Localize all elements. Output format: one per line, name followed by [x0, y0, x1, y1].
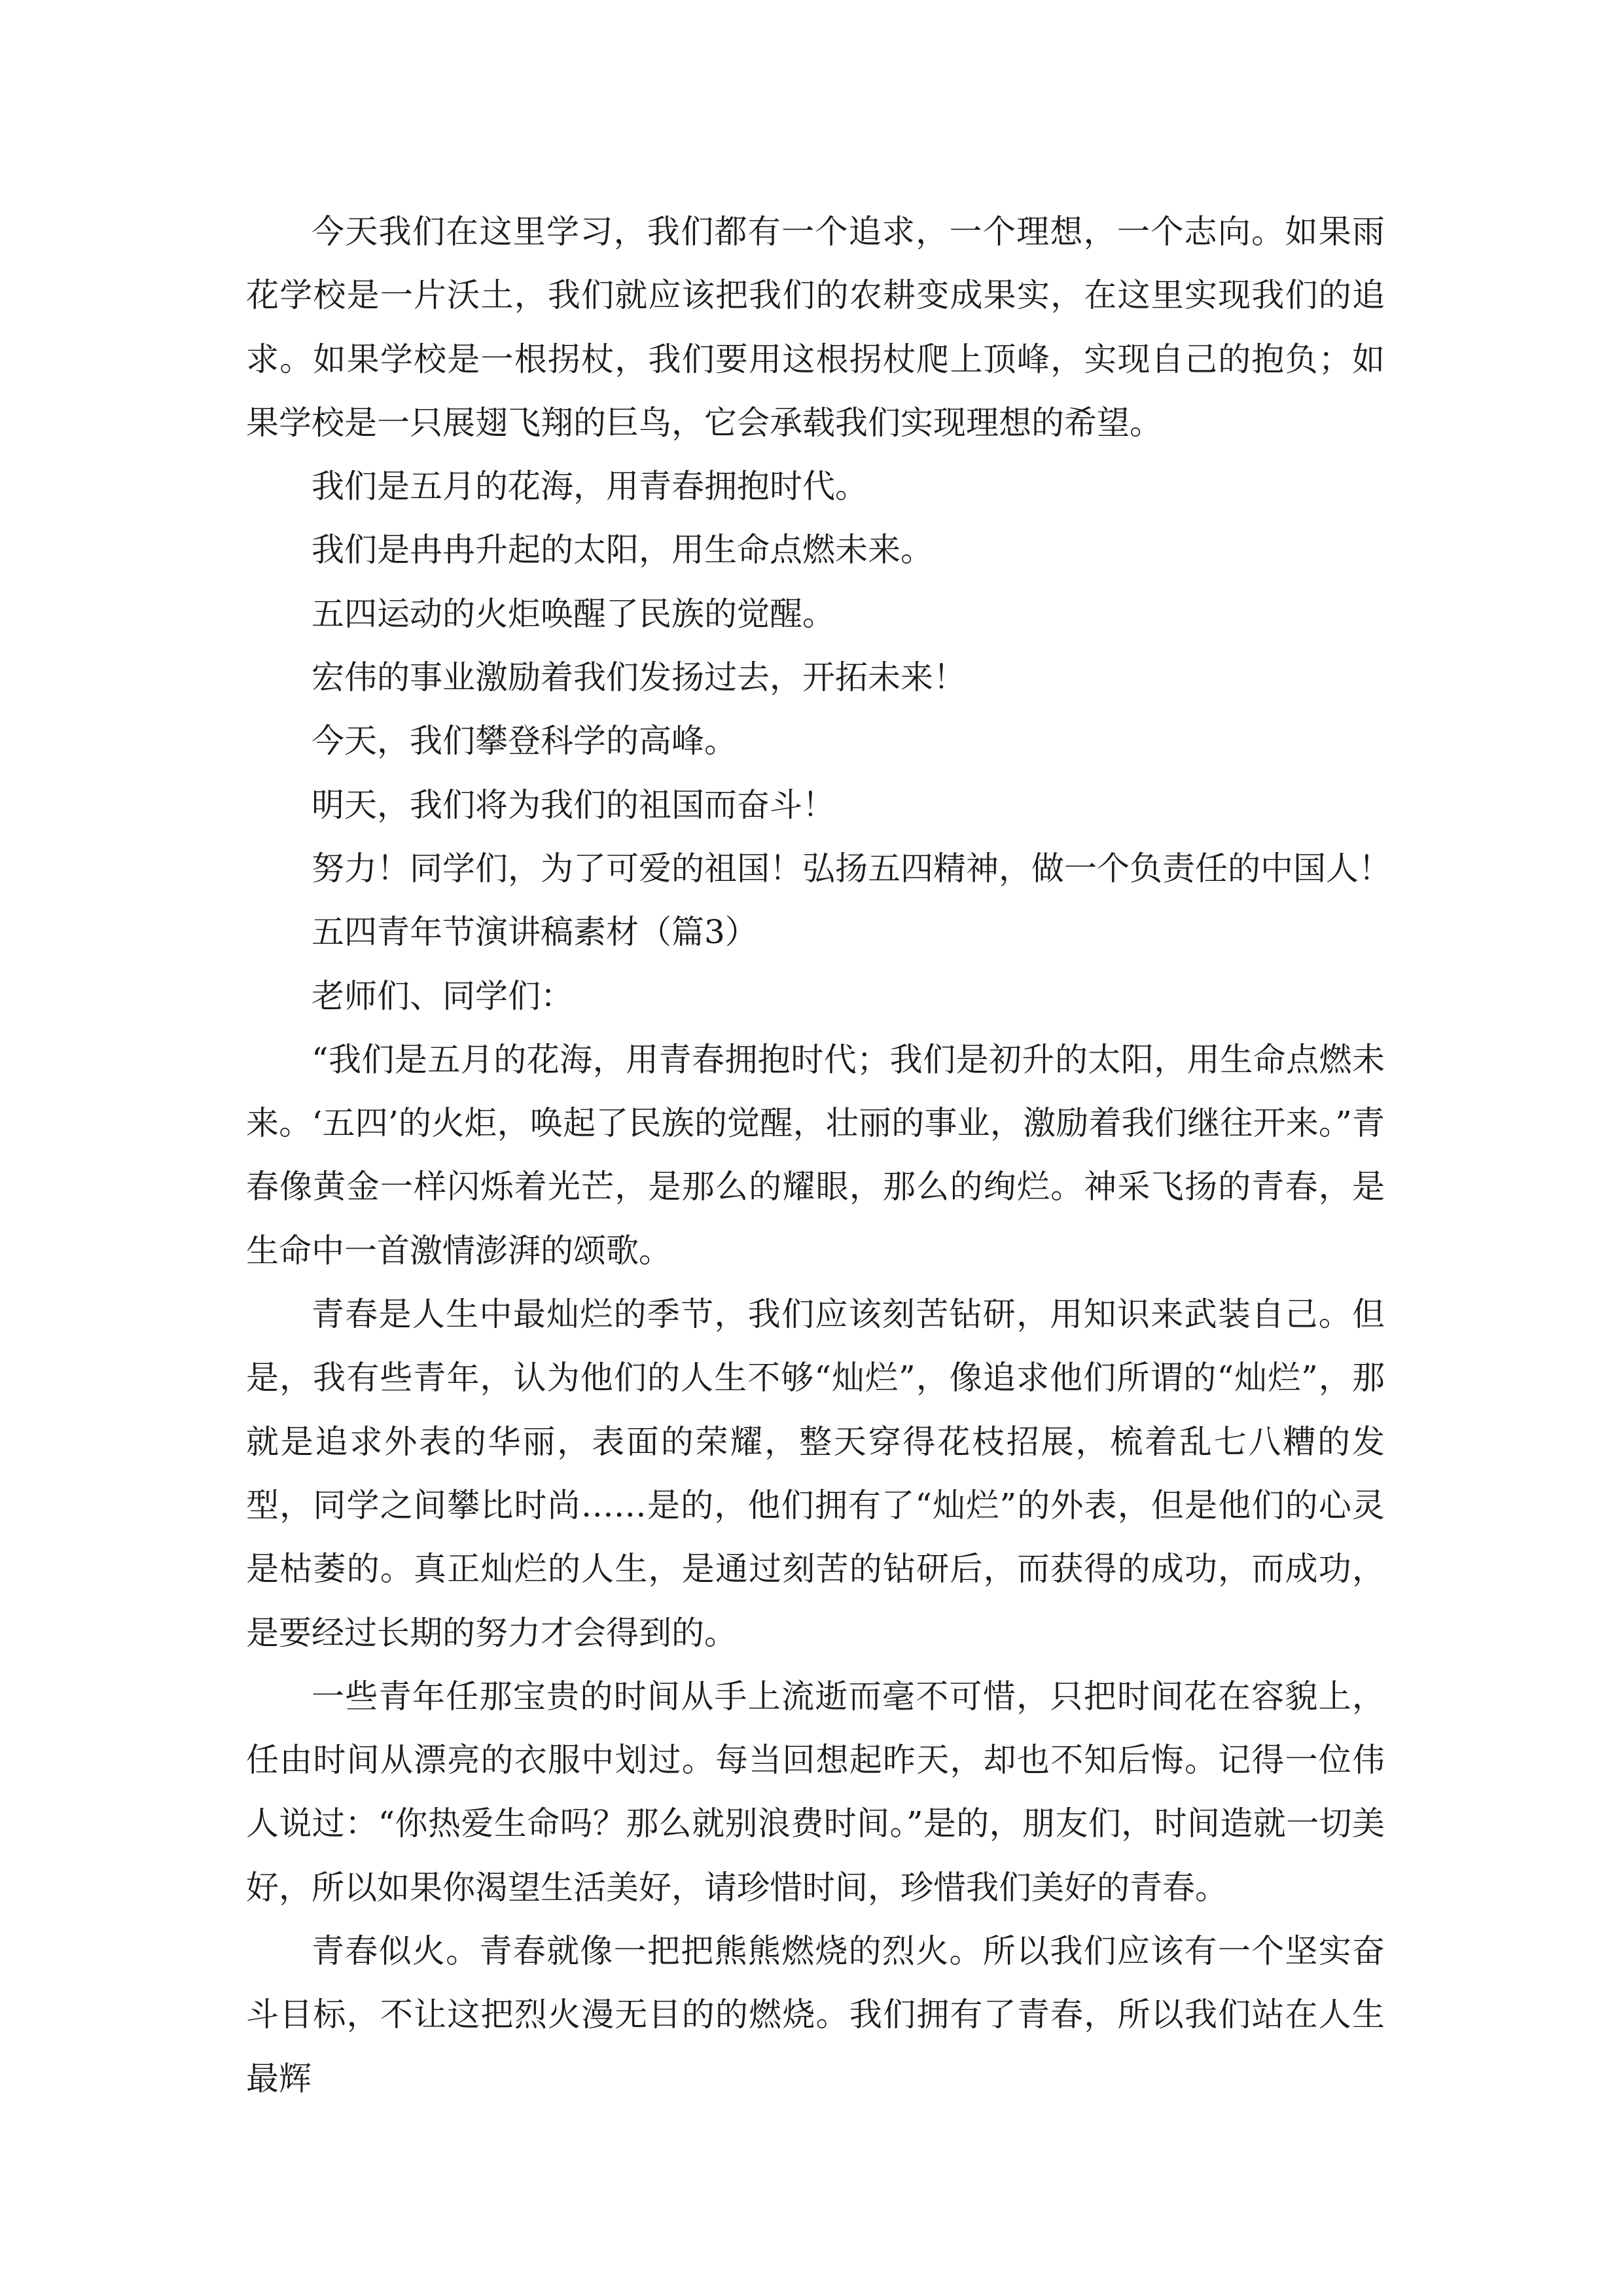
paragraph-grand-cause: 宏伟的事业激励着我们发扬过去，开拓未来！ [312, 658, 966, 697]
paragraph-precious-time: 一些青年任那宝贵的时间从手上流逝而毫不可惜，只把时间花在容貌上，任由时间从漂亮的衣服中划过。每当回想起昨天，却也不知后悔。记得一位伟人说过：“你热爱生命吗？那么就别浪费时间。”是的，朋友们，时间造就一切美好，所以如果你渴望生活美好，请珍惜时间，珍惜我们美好的青春。 [246, 1677, 1385, 1907]
document-body [246, 200, 1391, 2111]
paragraph-may-fourth-torch: 五四运动的火炬唤醒了民族的觉醒。 [312, 594, 835, 633]
paragraph-flower-sea: 我们是五月的花海，用青春拥抱时代。 [312, 467, 868, 506]
paragraph-strive: 努力！同学们，为了可爱的祖国！弘扬五四精神，做一个负责任的中国人！ [312, 849, 1391, 888]
paragraph-today: 今天，我们攀登科学的高峰。 [312, 722, 737, 761]
salutation: 老师们、同学们： [312, 977, 573, 1015]
paragraph-school-pursuit: 今天我们在这里学习，我们都有一个追求，一个理想，一个志向。如果雨花学校是一片沃土，我们就应该把我们的农耕变成果实，在这里实现我们的追求。如果学校是一根拐杖，我们要用这根拐杖爬上顶峰，实现自己的抱负；如果学校是一只展翅飞翔的巨鸟，它会承载我们实现理想的希望。 [246, 213, 1385, 442]
paragraph-rising-sun: 我们是冉冉升起的太阳，用生命点燃未来。 [312, 531, 933, 569]
section-heading: 五四青年节演讲稿素材（篇3） [312, 913, 758, 952]
paragraph-youth-fire: 青春似火。青春就像一把把熊熊燃烧的烈火。所以我们应该有一个坚实奋斗目标，不让这把烈火漫无目的的燃烧。我们拥有了青春，所以我们站在人生最辉 [246, 1932, 1385, 2098]
paragraph-tomorrow: 明天，我们将为我们的祖国而奋斗！ [312, 785, 835, 824]
paragraph-brilliant-season: 青春是人生中最灿烂的季节，我们应该刻苦钻研，用知识来武装自己。但是，我有些青年，认为他们的人生不够“灿烂”，像追求他们所谓的“灿烂”，那就是追求外表的华丽，表面的荣耀，整天穿得花枝招展，梳着乱七八糟的发型，同学之间攀比时尚……是的，他们拥有了“灿烂”的外表，但是他们的心灵是枯萎的。真正灿烂的人生，是通过刻苦的钻研后，而获得的成功，而成功，是要经过长期的努力才会得到的。 [246, 1295, 1385, 1652]
paragraph-youth-quote: “我们是五月的花海，用青春拥抱时代；我们是初升的太阳，用生命点燃未来。‘五四’的火炬，唤起了民族的觉醒，壮丽的事业，激励着我们继往开来。”青春像黄金一样闪烁着光芒，是那么的耀眼，那么的绚烂。神采飞扬的青春，是生命中一首激情澎湃的颂歌。 [246, 1040, 1385, 1270]
